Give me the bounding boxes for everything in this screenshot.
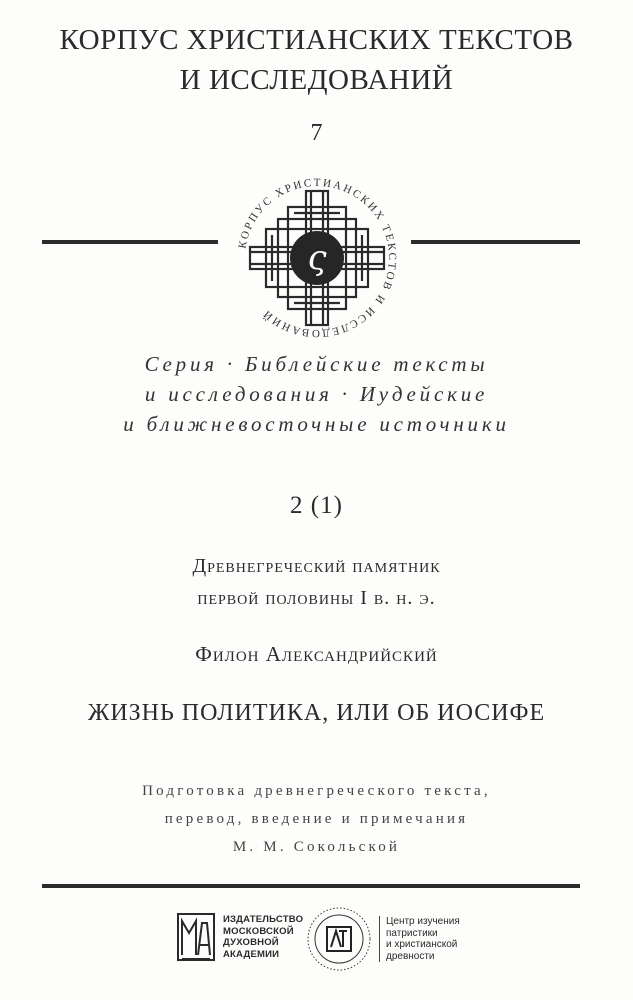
- center-line-3: и христианской: [386, 939, 458, 950]
- center-line-2: патристики: [386, 927, 438, 939]
- emblem-center-glyph: ς: [307, 238, 327, 278]
- issue-number: 2 (1): [290, 492, 343, 519]
- series-line-3: и ближневосточные источники: [123, 412, 510, 436]
- emblem-ring-text: КОРПУС ХРИСТИАНСКИХ ТЕКСТОВ И ИССЛЕДОВАНИЙ: [236, 176, 399, 340]
- right-rule: [411, 240, 580, 244]
- mda-publisher-logo: [177, 913, 303, 961]
- preparation-line-1: Подготовка древнегреческого текста,: [142, 783, 491, 799]
- mda-line-2: МОСКОВСКОЙ: [223, 925, 294, 937]
- series-description: [0, 349, 633, 439]
- title-line-2: И ИССЛЕДОВАНИЙ: [179, 64, 454, 96]
- author-name: Филон Александрийский: [195, 642, 438, 666]
- cross-ornament-emblem-icon: [222, 163, 412, 353]
- title-line-1: КОРПУС ХРИСТИАНСКИХ ТЕКСТОВ: [59, 24, 574, 56]
- patristics-center-logo: [305, 905, 460, 973]
- preparation-line-3: М. М. Сокольской: [232, 839, 401, 855]
- left-rule: [42, 240, 218, 244]
- series-title: [0, 20, 633, 100]
- work-title: ЖИЗНЬ ПОЛИТИКА, ИЛИ ОБ ИОСИФЕ: [87, 700, 546, 726]
- mda-line-1: ИЗДАТЕЛЬСТВО: [223, 914, 304, 925]
- center-line-4: древности: [386, 950, 435, 962]
- mda-monogram-icon: [177, 913, 215, 961]
- bottom-rule: [42, 884, 580, 888]
- preparation-line-2: перевод, введение и примечания: [164, 811, 469, 827]
- volume-number: 7: [310, 120, 323, 146]
- preparation-credits: [0, 777, 633, 861]
- series-line-1: Серия · Библейские тексты: [144, 352, 489, 376]
- mda-line-3: ДУХОВНОЙ: [223, 937, 279, 948]
- patristics-center-seal-icon: [305, 905, 373, 973]
- description-line-2: первой половины I в. н. э.: [197, 587, 436, 609]
- work-description: [0, 550, 633, 614]
- description-line-1: Древнегреческий памятник: [192, 555, 441, 577]
- mda-line-4: АКАДЕМИИ: [223, 948, 280, 960]
- series-line-2: и исследования · Иудейские: [144, 382, 489, 406]
- center-line-1: Центр изучения: [386, 916, 460, 927]
